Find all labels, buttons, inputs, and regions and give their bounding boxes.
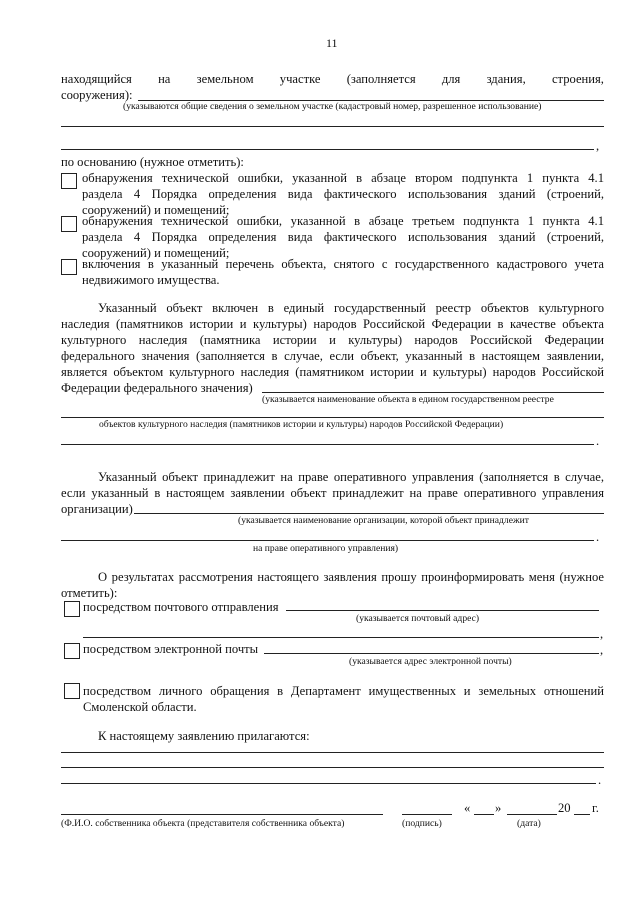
signature-field[interactable] <box>402 814 452 815</box>
attachments-field-2[interactable] <box>61 767 604 768</box>
inform-personal-checkbox[interactable] <box>64 683 80 699</box>
land-plot-field-3[interactable] <box>61 149 594 150</box>
attachments-title: К настоящему заявлению прилагаются: <box>98 729 310 743</box>
comma: , <box>600 627 604 641</box>
organization-field-2[interactable] <box>61 540 594 541</box>
attachments-field-1[interactable] <box>61 752 604 753</box>
basis-option-3-checkbox[interactable] <box>61 259 77 275</box>
year-field[interactable] <box>574 814 590 815</box>
inform-email-label: посредством электронной почты <box>83 642 259 656</box>
inform-personal-line-1: посредством личного обращения в Департамент имущественных и земельных отношений <box>83 684 604 698</box>
heritage-name-field-2[interactable] <box>61 417 604 418</box>
heritage-line-3: культурного наследия (памятника истории и культуры) народов Российской Федерации <box>61 333 604 347</box>
basis-option-1-line1: обнаружения технической ошибки, указанной в абзаце втором подпункта 1 пункта 4.1 <box>82 171 604 185</box>
word: (заполняется <box>346 72 416 86</box>
heritage-line-2: наследия (памятников истории и культуры) народов Российской Федерации в качестве объекта <box>61 317 604 331</box>
word: здания, <box>486 72 526 86</box>
heritage-name-field-3[interactable] <box>61 444 594 445</box>
period: . <box>598 773 602 787</box>
basis-title: по основанию (нужное отметить): <box>61 155 244 169</box>
land-plot-intro-cont: сооружения): <box>61 88 133 102</box>
email-hint: (указывается адрес электронной почты) <box>349 656 512 667</box>
postal-address-field-2[interactable] <box>83 637 599 638</box>
fio-field[interactable] <box>61 814 383 815</box>
attachments-field-3[interactable] <box>61 783 596 784</box>
word: для <box>441 72 461 86</box>
quote-close: » <box>495 801 502 815</box>
inform-line-1: О результатах рассмотрения настоящего заявления прошу проинформировать меня (нужное <box>98 570 604 584</box>
word: земельном <box>196 72 254 86</box>
heritage-name-field[interactable] <box>262 392 604 393</box>
inform-personal-line-2: Смоленской области. <box>83 700 197 714</box>
land-plot-hint: (указываются общие сведения о земельном участке (кадастровый номер, разрешенное использование) <box>123 101 542 112</box>
heritage-hint-1: (указывается наименование объекта в едином государственном реестре <box>262 394 554 405</box>
operational-hint-2: на праве оперативного управления) <box>253 543 399 554</box>
period: . <box>596 434 600 448</box>
operational-line-1: Указанный объект принадлежит на праве оперативного управления (заполняется в случае, <box>98 470 604 484</box>
inform-line-2: отметить): <box>61 586 118 600</box>
page-number: 11 <box>326 36 338 50</box>
inform-mail-label: посредством почтового отправления <box>83 600 279 614</box>
comma: , <box>600 643 604 657</box>
basis-option-1-line3: сооружений) и помещений; <box>82 203 230 217</box>
organization-field[interactable] <box>134 513 604 514</box>
postal-address-field[interactable] <box>286 610 599 611</box>
word: находящийся <box>61 72 132 86</box>
word: на <box>158 72 171 86</box>
basis-option-2-line3: сооружений) и помещений; <box>82 246 230 260</box>
basis-option-2-line1: обнаружения технической ошибки, указанной в абзаце третьем подпункта 1 пункта 4.1 <box>82 214 604 228</box>
basis-option-1-line2: раздела 4 Порядка определения вида фактического использования зданий (строений, <box>82 187 604 201</box>
fio-label: (Ф.И.О. собственника объекта (представителя собственника объекта) <box>61 818 345 829</box>
email-field[interactable] <box>264 653 599 654</box>
year-suffix: г. <box>592 801 599 815</box>
operational-line-3: организации) <box>61 502 133 516</box>
basis-option-2-checkbox[interactable] <box>61 216 77 232</box>
inform-mail-checkbox[interactable] <box>64 601 80 617</box>
signature-label: (подпись) <box>402 818 442 829</box>
period: . <box>596 530 600 544</box>
basis-option-3-line1: включения в указанный перечень объекта, снятого с государственного кадастрового учета <box>82 257 604 271</box>
date-label: (дата) <box>517 818 541 829</box>
basis-option-3-line2: недвижимого имущества. <box>82 273 220 287</box>
operational-line-2: если указанный в настоящем заявлении объект принадлежит на праве оперативного управления <box>61 486 604 500</box>
heritage-line-4: федерального значения (заполняется в случае, если объект, указанный в настоящем заявлении, <box>61 349 604 363</box>
basis-option-1-checkbox[interactable] <box>61 173 77 189</box>
month-field[interactable] <box>507 814 557 815</box>
heritage-line-5: является объектом культурного наследия (памятником истории и культуры) народов Российской <box>61 365 604 379</box>
quote-open: « <box>464 801 471 815</box>
heritage-hint-2: объектов культурного наследия (памятников истории и культуры) народов Российской Федерации) <box>99 419 504 430</box>
word: строения, <box>551 72 604 86</box>
year-prefix: 20 <box>558 801 571 815</box>
land-plot-intro <box>61 71 604 87</box>
postal-address-hint: (указывается почтовый адрес) <box>356 613 480 624</box>
land-plot-field-2[interactable] <box>61 126 604 127</box>
operational-hint-1: (указывается наименование организации, которой объект принадлежит <box>238 515 529 526</box>
heritage-line-1: Указанный объект включен в единый государственный реестр объектов культурного <box>98 301 604 315</box>
word: участке <box>279 72 321 86</box>
inform-email-checkbox[interactable] <box>64 643 80 659</box>
heritage-line-6: Федерации федерального значения) <box>61 381 253 395</box>
day-field[interactable] <box>474 814 494 815</box>
comma: , <box>596 139 600 153</box>
basis-option-2-line2: раздела 4 Порядка определения вида фактического использования зданий (строений, <box>82 230 604 244</box>
